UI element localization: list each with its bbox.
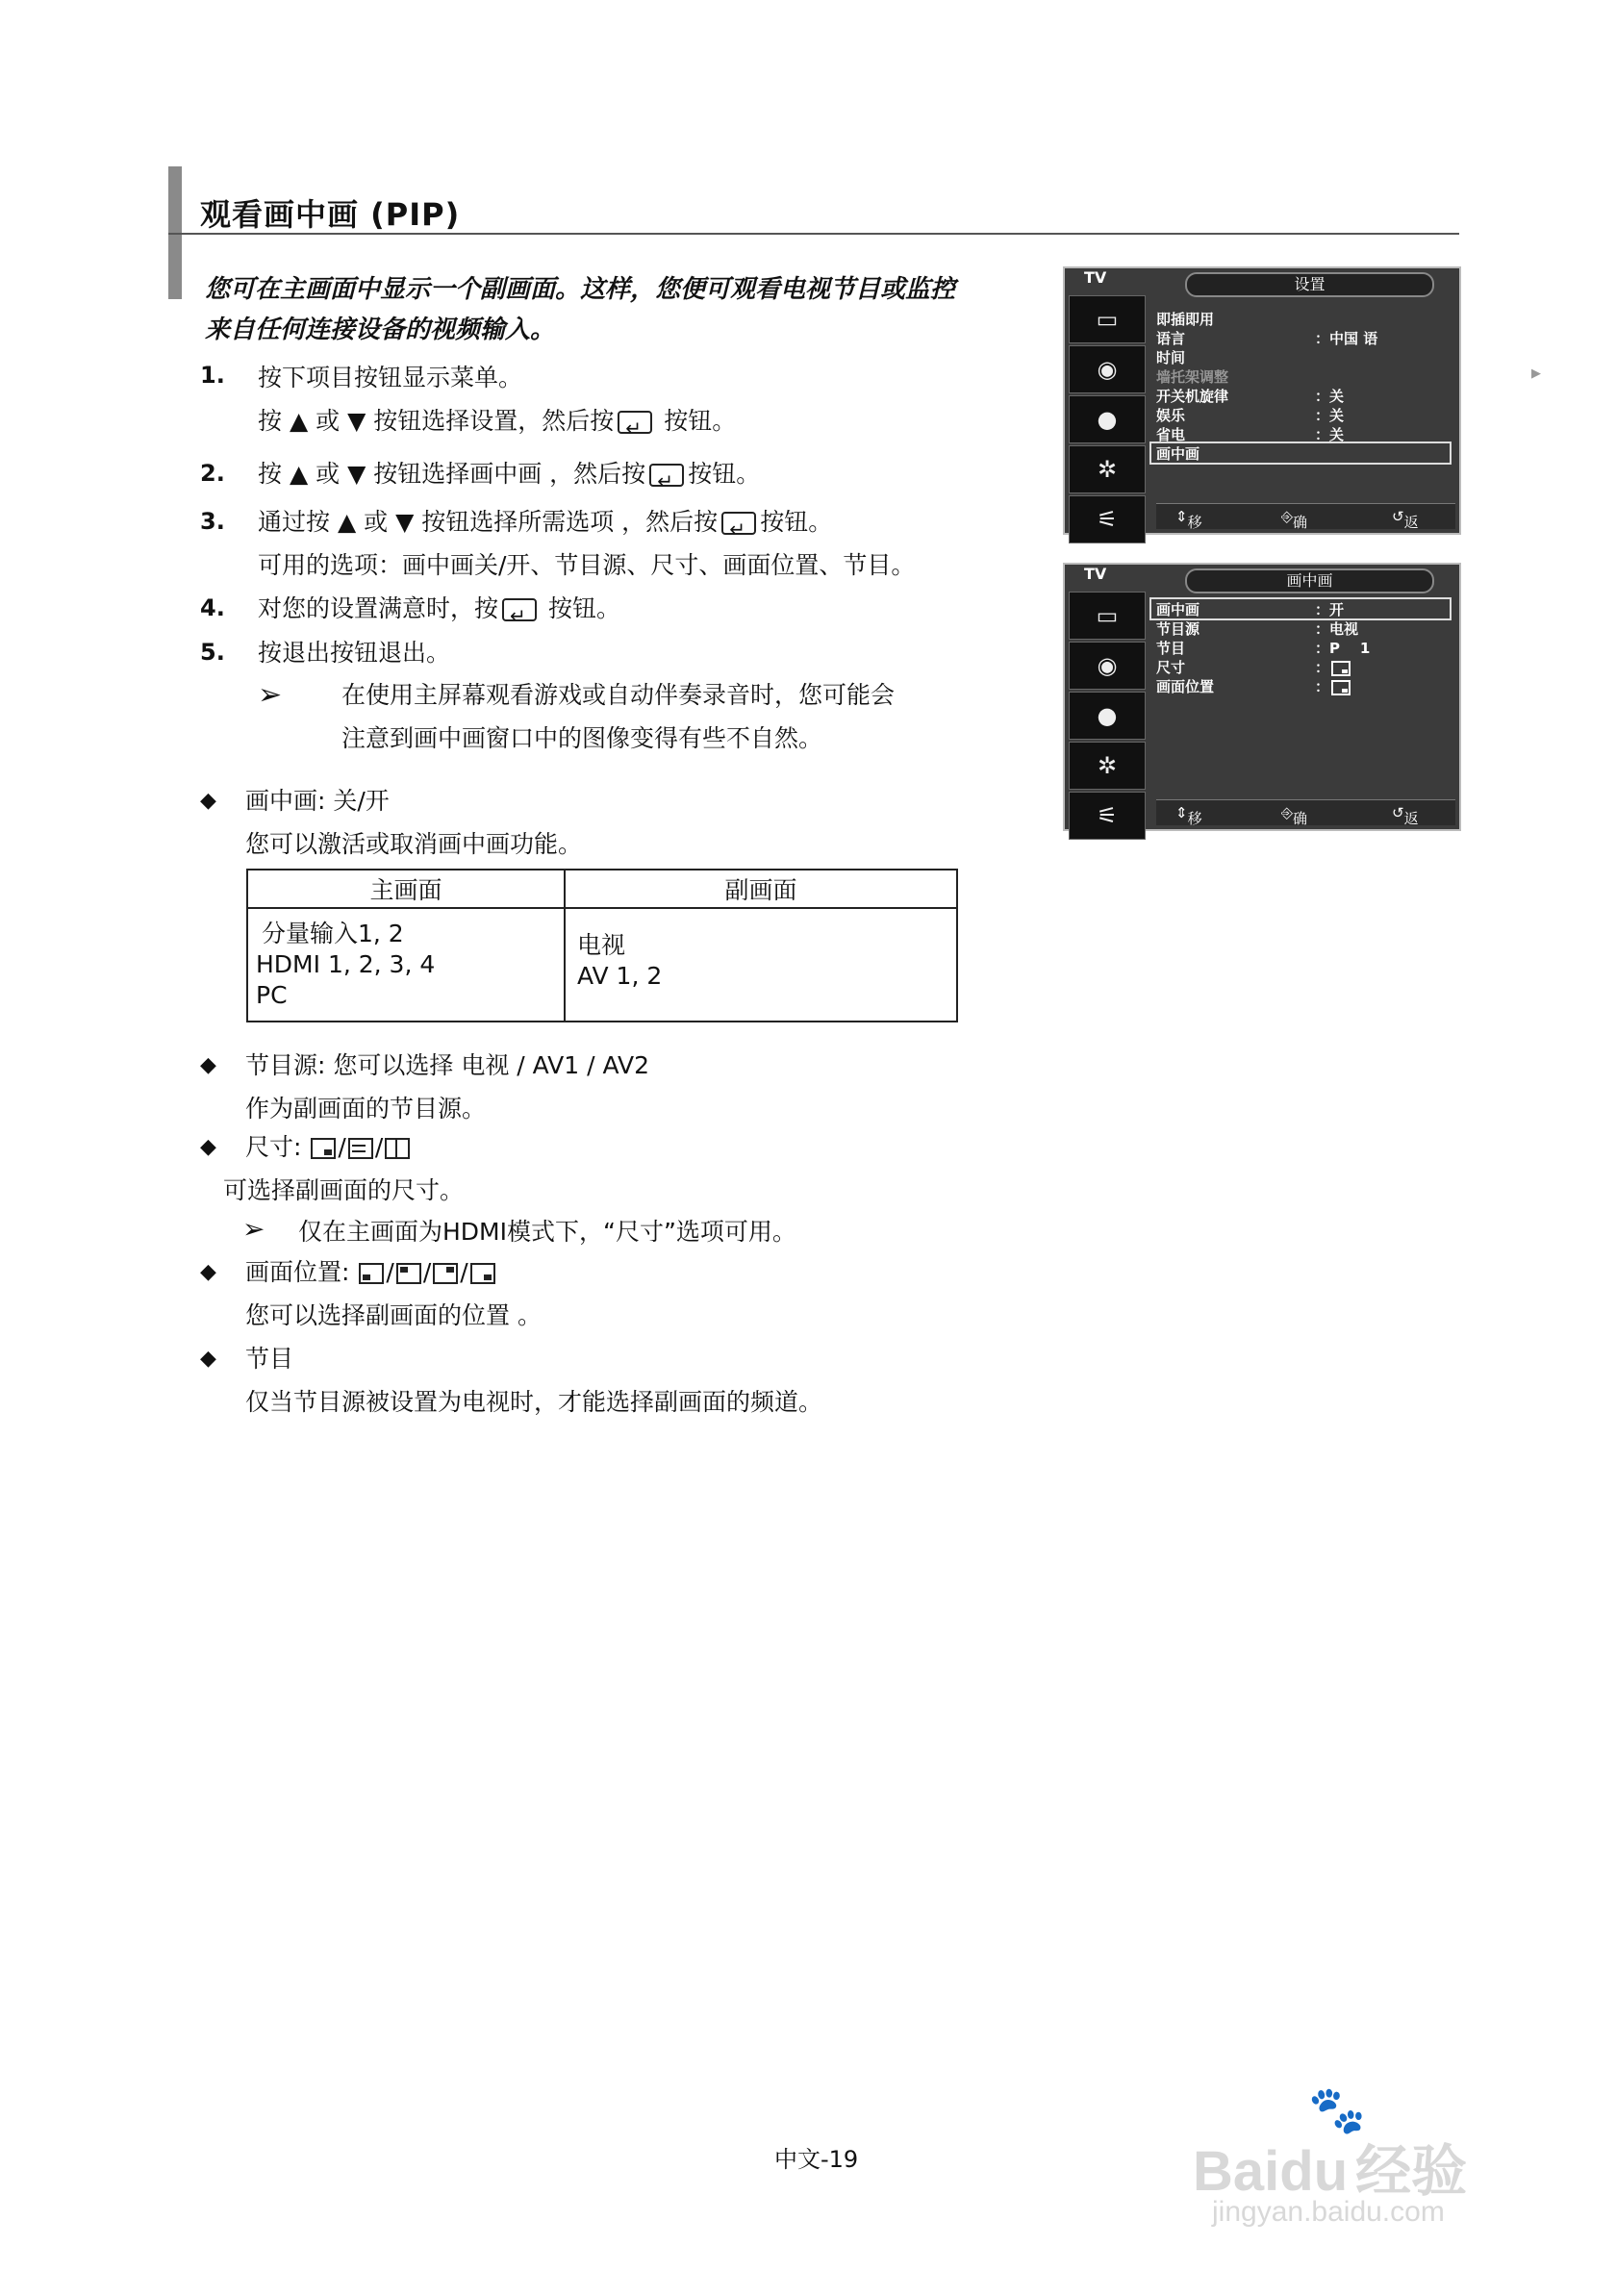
sound-icon[interactable]: ◉: [1069, 345, 1146, 393]
input-icon[interactable]: ⚟: [1069, 792, 1146, 840]
menu-row[interactable]: 节目源 ：电视 ▷: [1156, 618, 1541, 638]
table-header-main: 主画面: [247, 870, 565, 908]
step-1-number: 1.: [200, 362, 225, 389]
confirm-hint: ⎆ 确认: [1281, 508, 1308, 551]
position-top-right-icon: [433, 1263, 458, 1284]
bullet-pip-onoff: 画中画: 关/开 您可以激活或取消画中画功能。: [245, 787, 583, 858]
table-header-sub: 副画面: [565, 870, 957, 908]
step-1-text: 按下项目按钮显示菜单。 按 ▲ 或 ▼ 按钮选择设置，然后按↵ 按钮。: [258, 356, 736, 442]
return-hint: ↺ 返回: [1392, 804, 1419, 847]
menu-row-selected[interactable]: 画中画 ：开 ▷: [1156, 599, 1541, 618]
pip-source-table: [246, 869, 958, 1022]
tv-menu-pip: [1063, 563, 1541, 847]
size-note: 仅在主画面为HDMI模式下，“尺寸”选项可用。: [298, 1218, 796, 1246]
enter-icon: [721, 512, 756, 535]
note-text: 在使用主屏幕观看游戏或自动伴奏录音时，您可能会 注意到画中画窗口中的图像变得有些不自然。: [341, 681, 896, 752]
setup-gear-icon[interactable]: ✲: [1069, 742, 1146, 790]
bullet-position: 画面位置: / / / 您可以选择副画面的位置 。: [245, 1258, 542, 1329]
menu-row[interactable]: 省电 ：关 ▷: [1156, 424, 1541, 443]
intro-text: 您可在主画面中显示一个副画面。这样，您便可观看电视节目或监控 来自任何连接设备的视频输入。: [205, 275, 956, 344]
position-bottom-right-icon: [470, 1263, 495, 1284]
bullet-icon: ◆: [200, 789, 216, 813]
picture-icon[interactable]: ▭: [1069, 592, 1146, 640]
menu-row[interactable]: 时间 ▷: [1156, 347, 1541, 366]
position-bottom-left-icon: [359, 1263, 384, 1284]
move-hint: ⇕ 移动: [1175, 508, 1202, 551]
step-3-text: 通过按 ▲ 或 ▼ 按钮选择所需选项 ，然后按↵ 按钮。 可用的选项：画中画关/开、节目源、尺寸、画面位置、节目。: [258, 500, 915, 587]
size-wide-icon: [348, 1138, 373, 1159]
size-value-icon: [1331, 661, 1351, 676]
note-arrow-icon: ➢: [258, 678, 283, 712]
menu-row[interactable]: 画面位置 ： ▷: [1156, 676, 1541, 695]
table-cell-main: 分量输入1, 2 HDMI 1, 2, 3, 4 PC: [247, 908, 565, 1022]
size-desc: 可选择副画面的尺寸。: [223, 1176, 465, 1204]
page-title: 观看画中画 (PIP): [200, 196, 461, 233]
tv-label: TV: [1084, 268, 1107, 287]
step-2-text: 按 ▲ 或 ▼ 按钮选择画中画 ，然后按↵ 按钮。: [258, 452, 760, 495]
confirm-hint: ⎆ 确认: [1281, 804, 1308, 847]
bullet-size: 尺寸: / /: [245, 1125, 412, 1169]
tv-label: TV: [1084, 565, 1107, 583]
bullet-icon: ◆: [200, 1347, 216, 1371]
menu-row-selected[interactable]: 画中画 ▷: [1156, 443, 1541, 463]
position-value-icon: [1331, 680, 1351, 695]
tv-menu-setup: [1063, 266, 1541, 551]
menu-row[interactable]: 节目 ：P 1 ▷: [1156, 638, 1541, 657]
channel-icon[interactable]: ●: [1069, 395, 1146, 443]
input-icon[interactable]: ⚟: [1069, 495, 1146, 543]
position-top-left-icon: [396, 1263, 421, 1284]
menu-row[interactable]: 尺寸 ： ▷: [1156, 657, 1541, 676]
return-hint: ↺ 返回: [1392, 508, 1419, 551]
bullet-channel: 节目 仅当节目源被设置为电视时，才能选择副画面的频道。: [245, 1345, 823, 1416]
size-small-icon: [311, 1138, 336, 1159]
title-rule: [168, 233, 1459, 235]
size-note-arrow-icon: ➢: [242, 1213, 265, 1245]
step-5-number: 5.: [200, 639, 225, 666]
picture-icon[interactable]: ▭: [1069, 295, 1146, 343]
menu-header: 设置: [1185, 272, 1434, 297]
enter-icon: [649, 464, 684, 487]
step-3-number: 3.: [200, 508, 225, 535]
paw-logo-icon: 🐾: [1308, 2083, 1366, 2137]
step-5-text: 按退出按钮退出。: [258, 639, 451, 667]
bullet-icon: ◆: [200, 1053, 216, 1077]
menu-row[interactable]: 娱乐 ：关 ▷: [1156, 405, 1541, 424]
step-2-number: 2.: [200, 460, 225, 487]
menu-header: 画中画: [1185, 568, 1434, 593]
menu-row[interactable]: 墙托架调整 ▶: [1156, 366, 1541, 386]
menu-footer: [1156, 799, 1455, 847]
menu-row[interactable]: 开关机旋律 ：关 ▷: [1156, 386, 1541, 405]
menu-sidebar: [1069, 295, 1146, 545]
menu-footer: [1156, 503, 1455, 551]
page-number: 中文-19: [774, 2146, 859, 2173]
baidu-jingyan-watermark: 🐾 Baidu 经验 jingyan.baidu.com: [1193, 2083, 1468, 2228]
menu-sidebar: [1069, 592, 1146, 842]
menu-row[interactable]: 即插即用 ▷: [1156, 309, 1541, 328]
enter-icon: [618, 411, 652, 434]
step-4-number: 4.: [200, 594, 225, 621]
setup-gear-icon[interactable]: ✲: [1069, 445, 1146, 493]
size-split-icon: [385, 1138, 410, 1159]
menu-row[interactable]: 语言 ：中国 语 ▷: [1156, 328, 1541, 347]
enter-icon: [502, 598, 537, 621]
bullet-icon: ◆: [200, 1260, 216, 1284]
channel-icon[interactable]: ●: [1069, 692, 1146, 740]
step-4-text: 对您的设置满意时，按↵ 按钮。: [258, 587, 620, 630]
move-hint: ⇕ 移动: [1175, 804, 1202, 847]
table-cell-sub: 电视 AV 1, 2: [565, 908, 957, 1022]
bullet-icon: ◆: [200, 1135, 216, 1159]
bullet-source: 节目源: 您可以选择 电视 / AV1 / AV2 作为副画面的节目源。: [245, 1051, 649, 1123]
sound-icon[interactable]: ◉: [1069, 642, 1146, 690]
